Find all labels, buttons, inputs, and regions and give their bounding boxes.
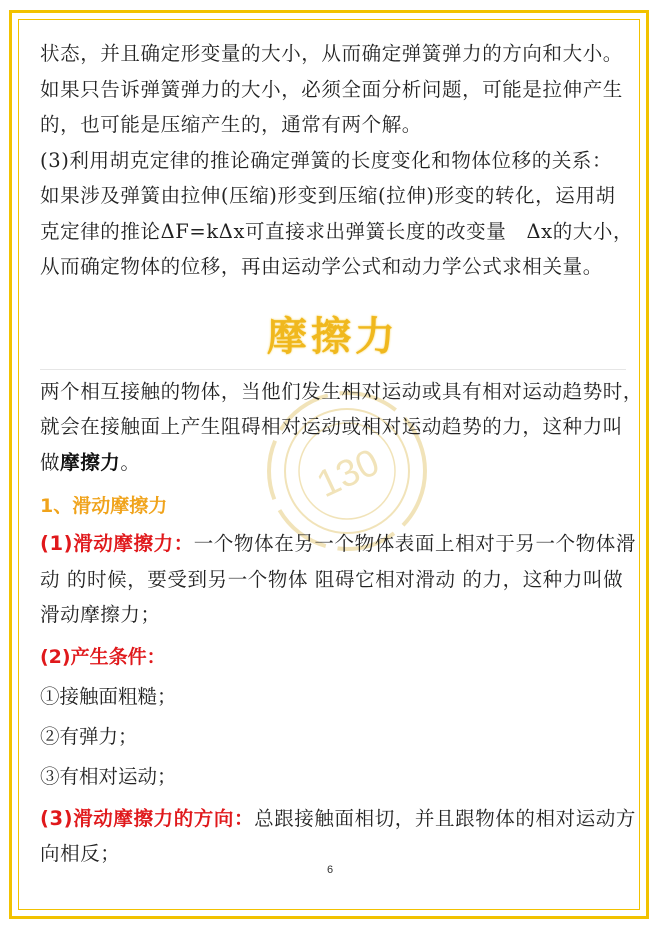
- text-line: 两个相互接触的物体，当他们发生相对运动或具有相对运动趋势时，: [40, 379, 644, 403]
- term-friction: 摩擦力: [60, 450, 121, 474]
- text-line: [40, 526, 636, 562]
- heading-sliding-friction: 1、滑动摩擦力: [40, 495, 168, 517]
- title-divider: [40, 369, 626, 370]
- label-definition: (1)滑动摩擦力：: [40, 532, 194, 555]
- condition-item: ①接触面粗糙；: [40, 684, 177, 708]
- text-line: [40, 801, 636, 837]
- watermark-text: 130: [310, 441, 386, 507]
- text-line: 状态，并且确定形变量的大小，从而确定弹簧弹力的方向和大小。: [40, 42, 623, 65]
- paragraph-friction-intro: [40, 374, 644, 481]
- text-line: 滑动摩擦力；: [40, 603, 161, 626]
- text-line: 动 的时候，要受到另一个物体 阻碍它相对滑动 的力，这种力叫做: [40, 567, 624, 591]
- text-line: [40, 445, 626, 481]
- text-line: 如果只告诉弹簧弹力的大小，必须全面分析问题，可能是拉伸产生: [40, 77, 623, 101]
- text-line: 向相反；: [40, 842, 121, 865]
- text-line: 从而确定物体的位移，再由运动学公式和动力学公式求相关量。: [40, 255, 603, 278]
- paragraph-spring-direction: [40, 36, 626, 143]
- text-line: (3)利用胡克定律的推论确定弹簧的长度变化和物体位移的关系：: [40, 148, 613, 172]
- text-line: 就会在接触面上产生阻碍相对运动或相对运动趋势的力，这种力叫: [40, 415, 623, 438]
- page-content: [40, 36, 644, 872]
- label-direction: (3)滑动摩擦力的方向：: [40, 806, 255, 830]
- text-prefix: 做: [40, 450, 61, 474]
- item-definition: [40, 526, 636, 633]
- item-direction: [40, 801, 636, 872]
- text-line: 的，也可能是压缩产生的，通常有两个解。: [40, 113, 422, 136]
- text-line: 如果涉及弹簧由拉伸(压缩)形变到压缩(拉伸)形变的转化，运用胡: [40, 184, 616, 207]
- label-conditions: (2)产生条件：: [40, 645, 166, 668]
- text-suffix: 。: [120, 450, 141, 474]
- condition-item: ③有相对运动；: [40, 764, 177, 788]
- section-title: 摩擦力: [267, 313, 399, 360]
- text-line: 克定律的推论ΔF=kΔx可直接求出弹簧长度的改变量 Δx的大小，: [40, 219, 634, 243]
- page-number: 6: [326, 864, 334, 876]
- condition-item: ②有弹力；: [40, 724, 138, 748]
- direction-text: 总跟接触面相切，并且跟物体的相对运动方: [254, 806, 636, 830]
- paragraph-hooke-corollary: [40, 143, 634, 285]
- definition-text: 一个物体在另一个物体表面上相对于另一个物体滑: [193, 532, 636, 555]
